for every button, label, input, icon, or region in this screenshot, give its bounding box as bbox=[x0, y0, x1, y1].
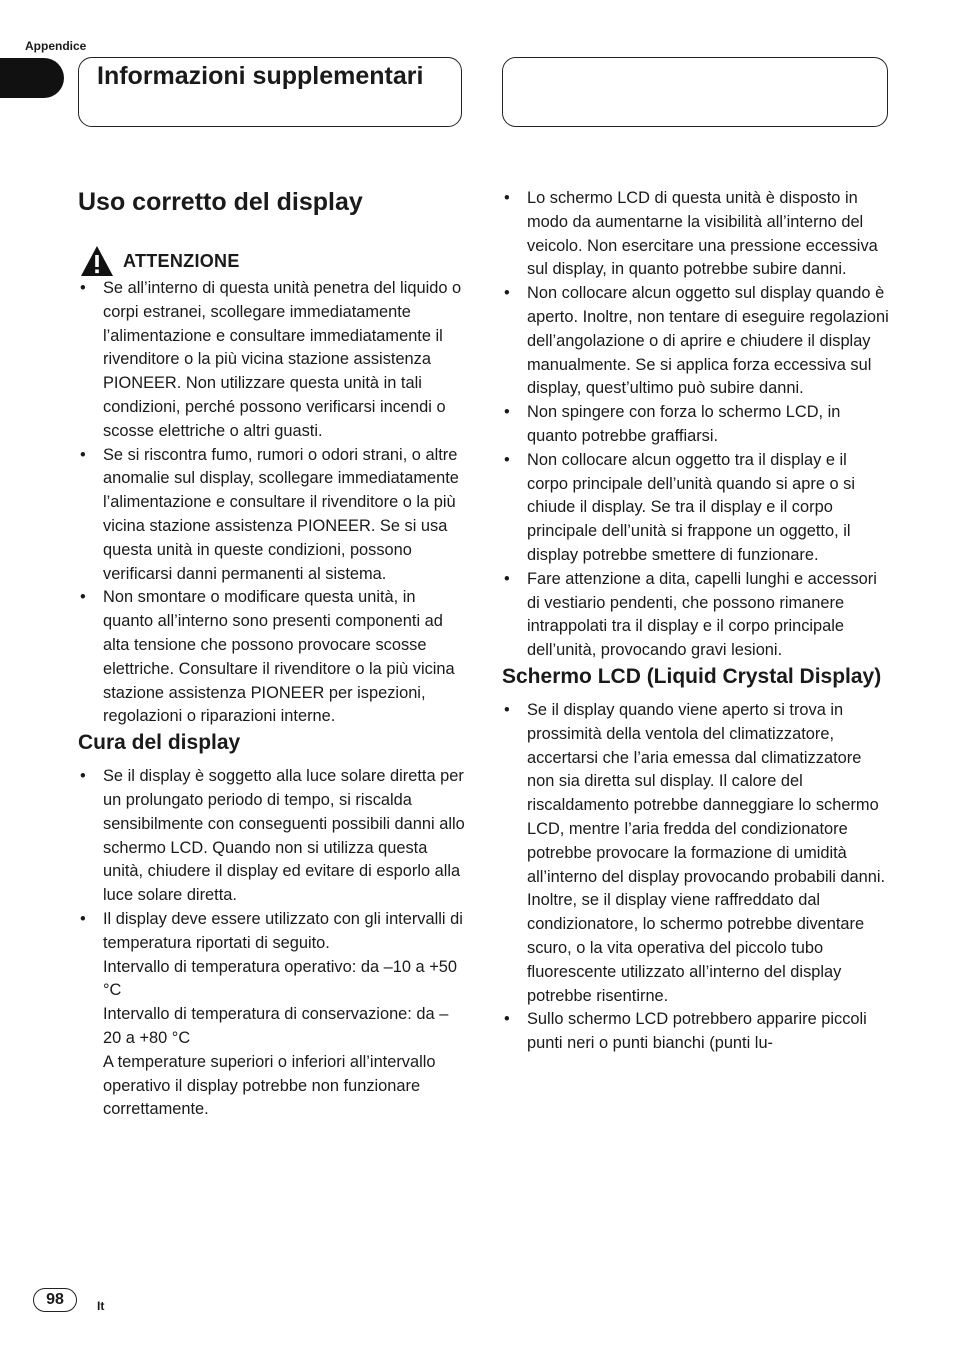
list-item-text: Il display deve essere utilizzato con gli intervalli di temperatura riportati di seguito. bbox=[103, 909, 463, 952]
lcd-heading: Schermo LCD (Liquid Crystal Display) bbox=[502, 664, 882, 688]
right-column bbox=[502, 187, 892, 1056]
list-item: • Se si riscontra fumo, rumori o odori strani, o altre anomalie sul display, scollegare immediatamente l’alimentazione e consultare il rivenditore o la più vicina stazione assistenza PIONEER. Se si usa questa unità in queste condizioni, possono verificarsi danni permanenti al sistema. bbox=[78, 444, 466, 587]
section-title: Informazioni supplementari bbox=[97, 62, 424, 90]
list-item: • Non collocare alcun oggetto sul display quando è aperto. Inoltre, non tentare di eseguire regolazioni dell’angolazione o di aprire e chiudere il display manualmente. Se si applica forza eccessiva sul display, quest’ultimo può subire danni. bbox=[502, 282, 892, 401]
temp-operating: Intervallo di temperatura operativo: da –10 a +50 °C bbox=[103, 957, 457, 1000]
list-item: • Lo schermo LCD di questa unità è disposto in modo da aumentarne la visibilità all’interno del veicolo. Non esercitare una pressione eccessiva sul display, in quanto potrebbe subire danni. bbox=[502, 187, 892, 282]
list-item: • Fare attenzione a dita, capelli lunghi e accessori di vestiario pendenti, che possono rimanere intrappolati tra il display e il corpo principale dell’unità, provocando gravi lesioni. bbox=[502, 568, 892, 663]
caution-header bbox=[78, 245, 466, 277]
list-item: • Non smontare o modificare questa unità, in quanto all’interno sono presenti componenti ad alta tensione che possono provocare scosse elettriche. Consultare il rivenditore o la più vicina stazione assistenza PIONEER per ispezioni, regolazioni o riparazioni interne. bbox=[78, 586, 466, 729]
list-item: • Non collocare alcun oggetto tra il display e il corpo principale dell’unità quando si apre o si chiude il display. Se tra il display e il corpo principale dell’unità si frappone un oggetto, il display potrebbe smettere di funzionare. bbox=[502, 449, 892, 568]
language-code: It bbox=[97, 1299, 105, 1313]
caution-label: ATTENZIONE bbox=[123, 250, 240, 271]
section-tab-marker bbox=[0, 58, 64, 98]
care-list bbox=[78, 765, 466, 1122]
list-item bbox=[78, 908, 466, 1122]
temp-note: A temperature superiori o inferiori all’intervallo operativo il display potrebbe non funzionare correttamente. bbox=[103, 1052, 436, 1119]
temp-storage: Intervallo di temperatura di conservazione: da –20 a +80 °C bbox=[103, 1005, 449, 1047]
list-item: • Se all’interno di questa unità penetra del liquido o corpi estranei, scollegare immediatamente l’alimentazione e consultare immediatamente il rivenditore o la più vicina stazione assistenza PIONEER. Non utilizzare questa unità in tali condizioni, perché possono verificarsi incendi o scosse elettriche o altri guasti. bbox=[78, 277, 466, 444]
page-heading: Uso corretto del display bbox=[78, 188, 363, 216]
left-column bbox=[78, 185, 466, 1122]
care-heading: Cura del display bbox=[78, 731, 241, 755]
list-item: • Se il display è soggetto alla luce solare diretta per un prolungato periodo di tempo, si riscalda sensibilmente con conseguenti possibili danni allo schermo LCD. Quando non si utilizza questa unità, chiudere il display ed evitare di esporlo alla luce solare diretta. bbox=[78, 765, 466, 908]
caution-list bbox=[78, 277, 466, 729]
list-item: • Se il display quando viene aperto si trova in prossimità della ventola del climatizzatore, accertarsi che l’aria emessa dal climatizzatore non sia diretta sul display. Il calore del riscaldamento potrebbe danneggiare lo schermo LCD, mentre l’aria fredda del condizionatore potrebbe provocare la formazione di umidità all’interno del display provocando probabili danni. Inoltre, se il display viene raffreddato dal condizionatore, lo schermo potrebbe diventare scuro, o la vita operativa del piccolo tubo fluorescente utilizzato all’interno del display potrebbe risentirne. bbox=[502, 699, 892, 1008]
page-number: 98 bbox=[33, 1288, 77, 1312]
warning-triangle-icon bbox=[80, 245, 114, 277]
empty-header-box bbox=[502, 57, 888, 127]
list-item: • Sullo schermo LCD potrebbero apparire piccoli punti neri o punti bianchi (punti lu- bbox=[502, 1008, 892, 1056]
usage-list bbox=[502, 187, 892, 663]
list-item: • Non spingere con forza lo schermo LCD, in quanto potrebbe graffiarsi. bbox=[502, 401, 892, 449]
appendix-label: Appendice bbox=[25, 39, 87, 53]
lcd-list bbox=[502, 699, 892, 1056]
